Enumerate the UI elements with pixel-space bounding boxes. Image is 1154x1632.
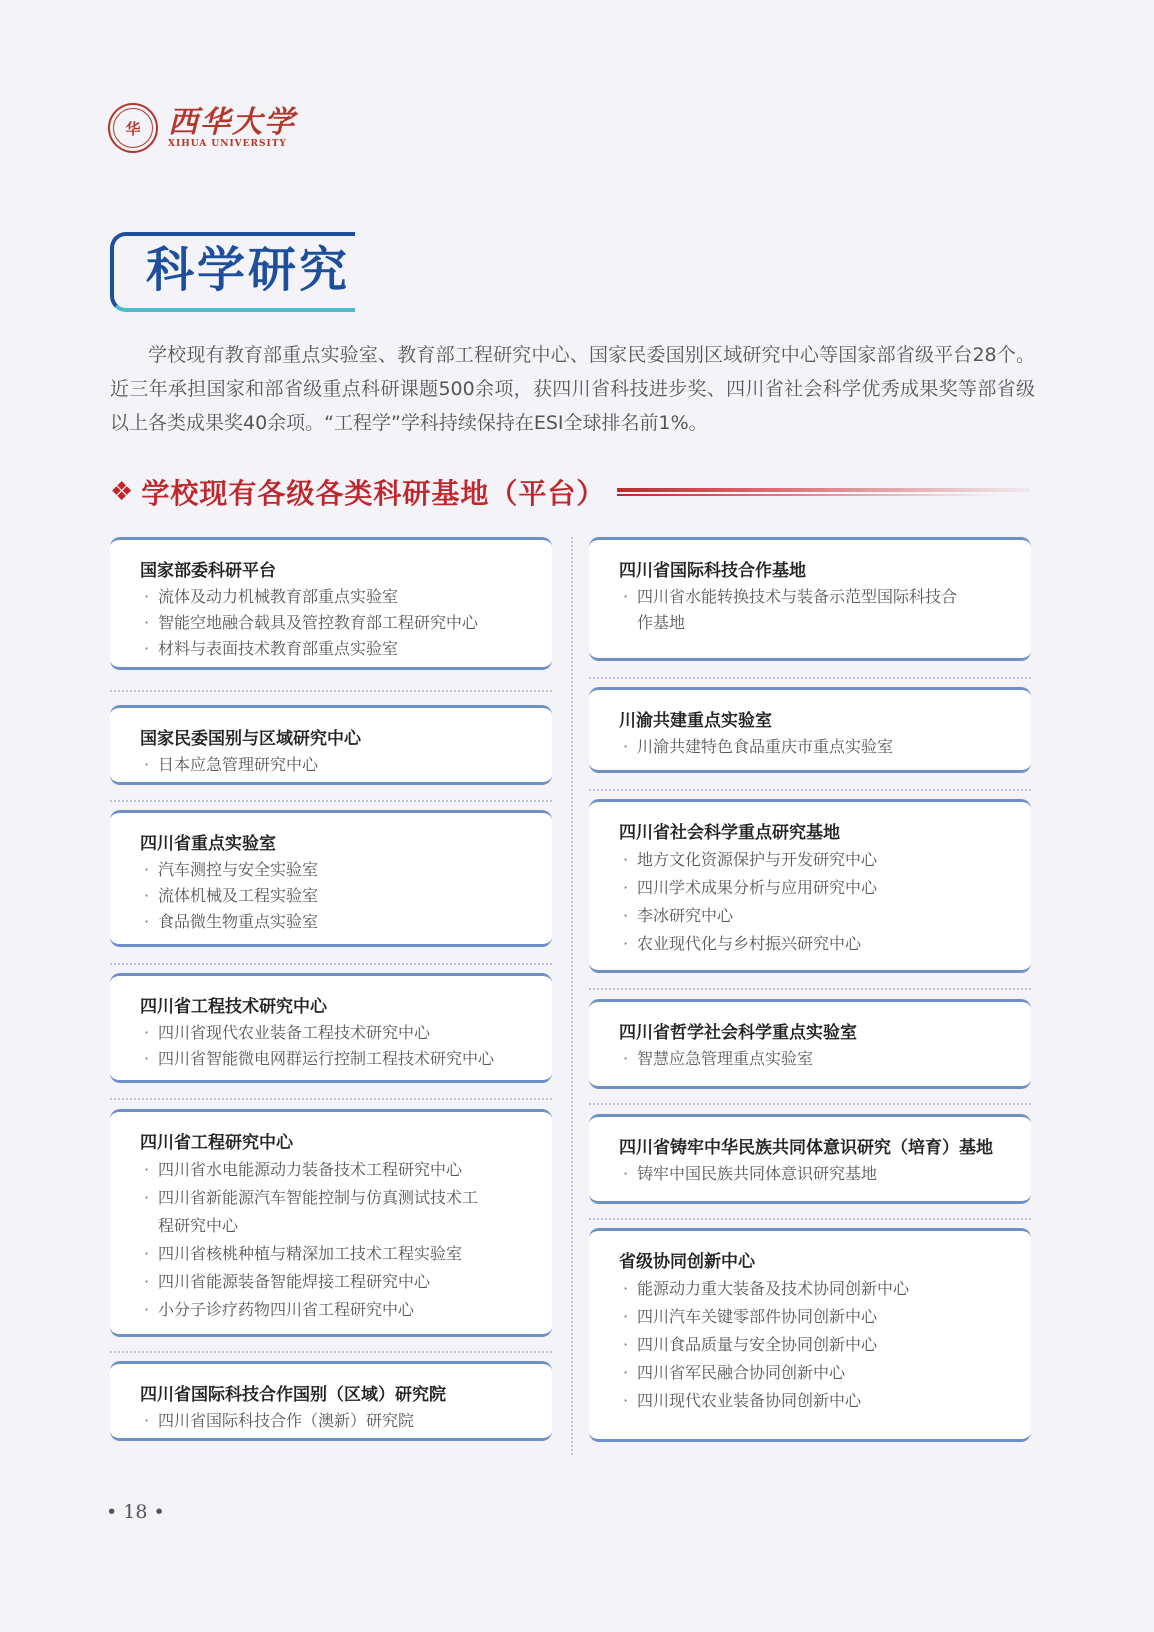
card-list xyxy=(619,1161,1003,1187)
card-list xyxy=(619,734,1003,760)
list-item: · 汽车测控与安全实验室 xyxy=(140,857,524,883)
row-divider xyxy=(110,1098,552,1100)
university-seal-icon xyxy=(108,103,158,153)
section-title-text: 科学研究 xyxy=(146,242,351,298)
card-list xyxy=(140,584,524,662)
list-item: · 铸牢中国民族共同体意识研究基地 xyxy=(619,1161,1003,1187)
card-chuanyu-lab xyxy=(589,687,1031,773)
card-national-community-base xyxy=(589,1114,1031,1204)
column-divider xyxy=(571,537,573,1455)
logo-name-en: XIHUA UNIVERSITY xyxy=(168,139,287,149)
list-item: · 小分子诊疗药物四川省工程研究中心 xyxy=(140,1296,524,1324)
row-divider xyxy=(589,677,1031,679)
row-divider xyxy=(110,690,552,692)
list-item: · 四川省水能转换技术与装备示范型国际科技合作基地 xyxy=(619,584,1003,636)
card-title: 国家部委科研平台 xyxy=(140,561,276,581)
card-title: 四川省国际科技合作国别（区域）研究院 xyxy=(140,1385,446,1405)
card-title: 四川省重点实验室 xyxy=(140,834,276,854)
seal-inner: 华 xyxy=(113,108,153,148)
list-item: · 四川省军民融合协同创新中心 xyxy=(619,1359,1003,1387)
logo-text xyxy=(168,107,296,149)
card-eng-research-center xyxy=(110,1109,552,1337)
card-social-science-base xyxy=(589,799,1031,973)
row-divider xyxy=(589,789,1031,791)
subheading-text: 学校现有各级各类科研基地（平台） xyxy=(141,477,606,510)
card-list xyxy=(619,846,1003,958)
subheading xyxy=(110,470,1030,514)
row-divider xyxy=(589,988,1031,990)
card-ethnic-affairs xyxy=(110,705,552,785)
intro-paragraph: 学校现有教育部重点实验室、教育部工程研究中心、国家民委国别区域研究中心等国家部省级平台28个。近三年承担国家和部省级重点科研课题500余项，获四川省科技进步奖、四川省社会科学优秀成果奖等部省级以上各类成果奖40余项。“工程学”学科持续保持在ESI全球排名前1%。 xyxy=(110,344,1035,434)
list-item: · 四川省新能源汽车智能控制与仿真测试技术工程研究中心 xyxy=(140,1184,524,1240)
section-title xyxy=(110,232,355,312)
card-intl-coop-base xyxy=(589,537,1031,661)
card-eng-tech-center xyxy=(110,973,552,1083)
logo-name-cn: 西华大学 xyxy=(168,105,296,140)
list-item: · 农业现代化与乡村振兴研究中心 xyxy=(619,930,1003,958)
list-item: · 食品微生物重点实验室 xyxy=(140,909,524,935)
card-philosophy-lab xyxy=(589,999,1031,1089)
card-intl-coop-institute xyxy=(110,1361,552,1441)
card-list xyxy=(140,857,524,935)
card-list xyxy=(619,584,1003,636)
row-divider xyxy=(589,1218,1031,1220)
card-title: 四川省哲学社会科学重点实验室 xyxy=(619,1023,857,1043)
diamond-cluster-icon: ❖ xyxy=(110,477,134,507)
list-item: · 流体及动力机械教育部重点实验室 xyxy=(140,584,524,610)
list-item: · 四川省现代农业装备工程技术研究中心 xyxy=(140,1020,524,1046)
card-list xyxy=(140,1020,524,1072)
list-item: · 日本应急管理研究中心 xyxy=(140,752,524,778)
list-item: · 地方文化资源保护与开发研究中心 xyxy=(619,846,1003,874)
card-list xyxy=(140,1156,524,1324)
card-title: 四川省工程研究中心 xyxy=(140,1133,293,1153)
list-item: · 材料与表面技术教育部重点实验室 xyxy=(140,636,524,662)
card-title: 川渝共建重点实验室 xyxy=(619,711,772,731)
page-number: • 18 • xyxy=(106,1501,165,1523)
list-item: · 李冰研究中心 xyxy=(619,902,1003,930)
card-title: 四川省国际科技合作基地 xyxy=(619,561,806,581)
row-divider xyxy=(110,1351,552,1353)
list-item: · 四川省能源装备智能焊接工程研究中心 xyxy=(140,1268,524,1296)
card-list xyxy=(619,1275,1003,1415)
list-item: · 四川省智能微电网群运行控制工程技术研究中心 xyxy=(140,1046,524,1072)
list-item: · 流体机械及工程实验室 xyxy=(140,883,524,909)
list-item: · 四川现代农业装备协同创新中心 xyxy=(619,1387,1003,1415)
list-item: · 能源动力重大装备及技术协同创新中心 xyxy=(619,1275,1003,1303)
card-title: 国家民委国别与区域研究中心 xyxy=(140,729,361,749)
row-divider xyxy=(110,800,552,802)
list-item: · 四川省水电能源动力装备技术工程研究中心 xyxy=(140,1156,524,1184)
list-item: · 智能空地融合载具及管控教育部工程研究中心 xyxy=(140,610,524,636)
list-item: · 四川省核桃种植与精深加工技术工程实验室 xyxy=(140,1240,524,1268)
row-divider xyxy=(110,963,552,965)
list-item: · 四川学术成果分析与应用研究中心 xyxy=(619,874,1003,902)
list-item: · 智慧应急管理重点实验室 xyxy=(619,1046,1003,1072)
card-title: 省级协同创新中心 xyxy=(619,1252,755,1272)
card-list xyxy=(140,1408,524,1434)
card-title: 四川省工程技术研究中心 xyxy=(140,997,327,1017)
card-national-ministry xyxy=(110,537,552,670)
list-item: · 四川汽车关键零部件协同创新中心 xyxy=(619,1303,1003,1331)
card-title: 四川省铸牢中华民族共同体意识研究（培育）基地 xyxy=(619,1138,993,1158)
list-item: · 四川省国际科技合作（澳新）研究院 xyxy=(140,1408,524,1434)
university-logo xyxy=(108,100,296,156)
card-title: 四川省社会科学重点研究基地 xyxy=(619,823,840,843)
subheading-rule xyxy=(617,486,1030,498)
card-sichuan-key-lab xyxy=(110,810,552,947)
list-item: · 四川食品质量与安全协同创新中心 xyxy=(619,1331,1003,1359)
card-list xyxy=(140,752,524,778)
card-list xyxy=(619,1046,1003,1072)
list-item: · 川渝共建特色食品重庆市重点实验室 xyxy=(619,734,1003,760)
card-collab-innovation xyxy=(589,1228,1031,1442)
row-divider xyxy=(589,1103,1031,1105)
